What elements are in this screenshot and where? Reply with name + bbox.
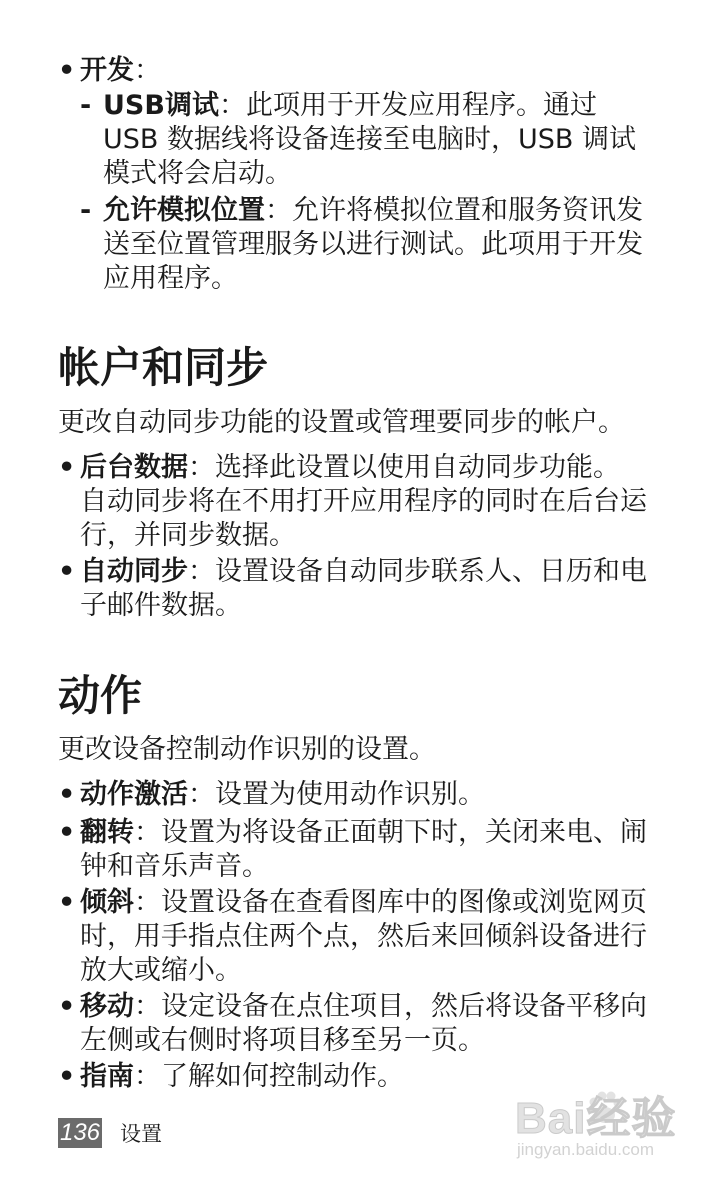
mock-location-label: 允许模拟位置 bbox=[103, 195, 265, 226]
bullet-glyph: • bbox=[58, 452, 76, 483]
dev-title: 开发 bbox=[80, 55, 134, 86]
dev-colon: ： bbox=[134, 55, 161, 86]
background-data-line2: 自动同步将在不用打开应用程序的同时在后台运 bbox=[80, 486, 647, 517]
mock-location-item bbox=[103, 194, 680, 296]
motion-activate-line1: 设置为使用动作识别。 bbox=[215, 779, 485, 810]
bullet-glyph: • bbox=[58, 1061, 76, 1092]
motion-activate-item bbox=[80, 778, 680, 812]
guide-colon: ： bbox=[134, 1061, 161, 1092]
pan-line1: 设定设备在点住项目，然后将设备平移向 bbox=[161, 991, 647, 1022]
dev-item bbox=[80, 54, 680, 88]
usb-debug-line3: 模式将会启动。 bbox=[103, 158, 292, 189]
tilt-line3: 放大或缩小。 bbox=[80, 955, 242, 986]
mock-location-colon: ： bbox=[265, 195, 292, 226]
auto-sync-label: 自动同步 bbox=[80, 556, 188, 587]
tilt-line1: 设置设备在查看图库中的图像或浏览网页 bbox=[161, 887, 647, 918]
pan-line2: 左侧或右侧时将项目移至另一页。 bbox=[80, 1025, 485, 1056]
bullet-glyph: • bbox=[58, 55, 76, 86]
dash-glyph: - bbox=[80, 90, 92, 121]
guide-label: 指南 bbox=[80, 1061, 134, 1092]
usb-debug-line2: USB 数据线将设备连接至电脑时，USB 调试 bbox=[103, 124, 637, 155]
watermark-url: jingyan.baidu.com bbox=[517, 1140, 655, 1159]
motion-heading: 动作 bbox=[58, 671, 143, 720]
motion-intro: 更改设备控制动作识别的设置。 bbox=[58, 734, 436, 765]
bullet-glyph: • bbox=[58, 779, 76, 810]
auto-sync-line2: 子邮件数据。 bbox=[80, 590, 242, 621]
flip-line2: 钟和音乐声音。 bbox=[80, 851, 269, 882]
background-data-label: 后台数据 bbox=[80, 452, 188, 483]
flip-line1: 设置为将设备正面朝下时，关闭来电、闹 bbox=[161, 817, 647, 848]
usb-debug-label: USB调试 bbox=[103, 90, 219, 121]
accounts-heading: 帐户和同步 bbox=[58, 343, 269, 392]
pan-colon: ： bbox=[134, 991, 161, 1022]
tilt-line2: 时，用手指点住两个点，然后来回倾斜设备进行 bbox=[80, 921, 647, 952]
tilt-item bbox=[80, 886, 680, 988]
bullet-glyph: • bbox=[58, 556, 76, 587]
bullet-glyph: • bbox=[58, 991, 76, 1022]
mock-location-line1: 允许将模拟位置和服务资讯发 bbox=[292, 195, 643, 226]
auto-sync-item bbox=[80, 555, 680, 623]
flip-item bbox=[80, 816, 680, 884]
background-data-colon: ： bbox=[188, 452, 215, 483]
bullet-glyph: • bbox=[58, 817, 76, 848]
background-data-item bbox=[80, 451, 680, 553]
tilt-colon: ： bbox=[134, 887, 161, 918]
flip-colon: ： bbox=[134, 817, 161, 848]
tilt-label: 倾斜 bbox=[80, 887, 134, 918]
auto-sync-line1: 设置设备自动同步联系人、日历和电 bbox=[215, 556, 647, 587]
watermark-logo: Bai经验 bbox=[515, 1094, 677, 1143]
bullet-glyph: • bbox=[58, 887, 76, 918]
flip-label: 翻转 bbox=[80, 817, 134, 848]
footer-section-label: 设置 bbox=[120, 1122, 162, 1146]
usb-debug-colon: ： bbox=[218, 90, 246, 121]
mock-location-line3: 应用程序。 bbox=[103, 263, 238, 294]
page-number: 136 bbox=[59, 1119, 101, 1146]
pan-item bbox=[80, 990, 680, 1058]
accounts-intro: 更改自动同步功能的设置或管理要同步的帐户。 bbox=[58, 407, 625, 438]
motion-activate-colon: ： bbox=[188, 779, 215, 810]
background-data-line3: 行，并同步数据。 bbox=[80, 520, 296, 551]
background-data-line1: 选择此设置以使用自动同步功能。 bbox=[215, 452, 620, 483]
guide-line1: 了解如何控制动作。 bbox=[161, 1061, 404, 1092]
baidu-watermark bbox=[505, 1082, 705, 1168]
pan-label: 移动 bbox=[80, 991, 134, 1022]
auto-sync-colon: ： bbox=[188, 556, 215, 587]
usb-debug-item bbox=[103, 89, 680, 191]
dash-glyph: - bbox=[80, 195, 92, 226]
motion-activate-label: 动作激活 bbox=[80, 779, 188, 810]
usb-debug-line1: 此项用于开发应用程序。通过 bbox=[245, 90, 597, 121]
mock-location-line2: 送至位置管理服务以进行测试。此项用于开发 bbox=[103, 229, 643, 260]
